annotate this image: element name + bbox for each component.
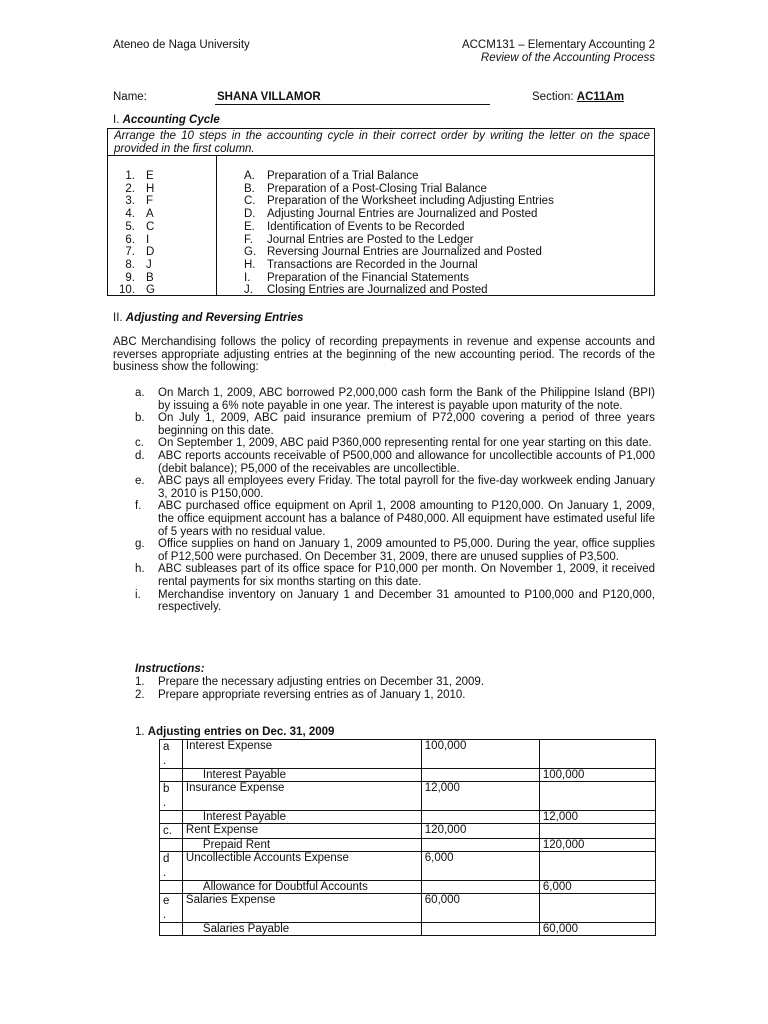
transaction-text: On March 1, 2009, ABC borrowed P2,000,000 cash form the Bank of the Philippine Island (BPI) by issuing a 6% note payable in one year. The interest is payable upon maturity of the note. <box>158 387 655 412</box>
answer-letter: J <box>146 258 152 271</box>
credit-amount <box>539 782 655 811</box>
name-value: SHANA VILLAMOR <box>217 91 321 103</box>
step-letter: I. <box>244 271 251 284</box>
step-text: Transactions are Recorded in the Journal <box>267 258 478 271</box>
transaction-text: ABC reports accounts receivable of P500,000 and allowance for uncollectible accounts of P1,000 (debit balance); P5,000 of the receivables are uncollectible. <box>158 449 655 475</box>
transaction-label: b. <box>135 412 145 425</box>
part2-heading <box>113 312 303 324</box>
debit-amount: 60,000 <box>421 894 539 923</box>
entry-label-cell <box>160 824 183 839</box>
answer-number: 1. <box>125 170 135 182</box>
debit-amount: 100,000 <box>421 740 539 769</box>
credit-amount: 6,000 <box>539 881 655 894</box>
credit-amount: 12,000 <box>539 811 655 824</box>
transaction-label: f. <box>135 500 142 513</box>
credit-amount <box>539 852 655 881</box>
table-row <box>160 923 656 936</box>
step-row <box>244 208 554 221</box>
entry-label-cell <box>160 811 183 824</box>
step-letter: H. <box>244 258 256 271</box>
entry-label: e <box>163 895 170 907</box>
entry-label: b <box>163 783 170 795</box>
debit-amount <box>421 881 539 894</box>
debit-amount: 120,000 <box>421 824 539 839</box>
step-letter: G. <box>244 246 257 259</box>
box-divider-horizontal <box>108 155 654 156</box>
table-row <box>160 769 656 782</box>
transaction-item <box>135 387 655 412</box>
credit-amount: 60,000 <box>539 923 655 936</box>
answer-number: 5. <box>125 220 135 233</box>
debit-account: Interest Expense <box>182 740 421 769</box>
debit-account: Insurance Expense <box>182 782 421 811</box>
answer-letter: A <box>146 208 154 221</box>
transaction-text: On September 1, 2009, ABC paid P360,000 representing rental for one year starting on this date. <box>158 437 652 450</box>
part1-heading <box>113 114 220 126</box>
debit-amount: 6,000 <box>421 852 539 881</box>
step-text: Preparation of the Worksheet including Adjusting Entries <box>267 195 554 208</box>
answer-number: 7. <box>125 246 135 259</box>
debit-account: Rent Expense <box>182 824 421 839</box>
transaction-label: g. <box>135 538 145 551</box>
part1-numeral: I. <box>113 114 120 126</box>
transaction-text: ABC purchased office equipment on April 1, 2008 amounting to P120,000. On January 1, 2009, the office equipment account has a balance of P480,000. All equipment have estimated useful life of 5 years with no residual value. <box>158 500 655 538</box>
transaction-text: Office supplies on hand on January 1, 2009 amounted to P5,000. During the year, office supplies of P12,500 were purchased. On December 31, 2009, there are unused supplies of P3,500. <box>158 538 655 563</box>
debit-amount <box>421 769 539 782</box>
table-row <box>160 894 656 923</box>
section-label: Section: <box>532 91 574 103</box>
step-row <box>244 234 554 247</box>
step-text: Preparation of a Post-Closing Trial Balance <box>267 182 487 195</box>
step-text: Reversing Journal Entries are Journalized and Posted <box>267 246 542 259</box>
table-row <box>160 740 656 769</box>
transaction-item <box>135 538 655 563</box>
entry-label-cell <box>160 839 183 852</box>
step-text: Preparation of a Trial Balance <box>267 170 419 182</box>
entry-label-dot: . <box>163 797 167 809</box>
answer-letter: F <box>146 195 154 208</box>
instructions-list <box>135 676 484 701</box>
section-row <box>532 91 624 103</box>
entry-label: a <box>163 741 170 753</box>
university-name: Ateneo de Naga University <box>113 39 250 51</box>
credit-amount <box>539 824 655 839</box>
name-row <box>113 91 321 103</box>
instruction-item <box>135 676 484 689</box>
answer-number: 9. <box>125 271 135 284</box>
credit-account: Salaries Payable <box>182 923 421 936</box>
answer-row <box>114 234 155 247</box>
credit-account: Interest Payable <box>182 769 421 782</box>
debit-account: Salaries Expense <box>182 894 421 923</box>
adjusting-title <box>135 726 334 738</box>
answer-letter: G <box>146 284 155 297</box>
step-row <box>244 170 554 183</box>
answer-number: 2. <box>125 182 135 195</box>
answer-row <box>114 272 155 285</box>
adjusting-title-text: Adjusting entries on Dec. 31, 2009 <box>147 726 335 738</box>
step-row <box>244 195 554 208</box>
instructions-title: Instructions: <box>135 663 205 675</box>
step-row <box>244 272 554 285</box>
part1-instruction: Arrange the 10 steps in the accounting cycle in their correct order by writing the letter on the space provided in the first column. <box>114 130 650 155</box>
entry-label-dot: . <box>163 755 167 767</box>
credit-account: Prepaid Rent <box>182 839 421 852</box>
instruction-number: 2. <box>135 688 145 701</box>
step-letter: C. <box>244 195 256 208</box>
answer-number: 3. <box>125 195 135 208</box>
entry-label: d <box>163 853 170 865</box>
answer-row <box>114 208 155 221</box>
transaction-label: c. <box>135 437 144 450</box>
answer-letter: B <box>146 271 154 284</box>
entry-label-dot: . <box>163 909 167 921</box>
transaction-text: ABC pays all employees every Friday. The total payroll for the five-day workweek ending January 3, 2010 is P150,000. <box>158 475 655 500</box>
part2-numeral: II. <box>113 312 123 324</box>
answer-row <box>114 183 155 196</box>
entry-label-cell <box>160 782 183 811</box>
entry-label-dot: . <box>163 867 167 879</box>
table-row <box>160 852 656 881</box>
name-label: Name: <box>113 91 147 103</box>
part1-title: Accounting Cycle <box>122 114 220 126</box>
step-letter: F. <box>244 233 253 246</box>
credit-amount: 100,000 <box>539 769 655 782</box>
debit-amount <box>421 923 539 936</box>
part2-title: Adjusting and Reversing Entries <box>125 312 304 324</box>
step-text: Journal Entries are Posted to the Ledger <box>267 233 474 246</box>
adjusting-entries-table <box>159 739 656 936</box>
transaction-text: Merchandise inventory on January 1 and December 31 amounted to P100,000 and P120,000, respectively. <box>158 588 655 614</box>
step-text: Adjusting Journal Entries are Journalized and Posted <box>267 208 538 221</box>
step-letter: A. <box>244 170 255 182</box>
instruction-text: Prepare appropriate reversing entries as of January 1, 2010. <box>158 688 466 701</box>
answer-number: 6. <box>125 233 135 246</box>
step-row <box>244 221 554 234</box>
credit-account: Interest Payable <box>182 811 421 824</box>
step-row <box>244 259 554 272</box>
credit-amount <box>539 894 655 923</box>
adjusting-title-num: 1. <box>135 726 145 738</box>
transaction-label: d. <box>135 449 145 462</box>
steps-column <box>244 170 554 297</box>
answer-letter: E <box>146 170 154 182</box>
course-subtitle: Review of the Accounting Process <box>480 52 655 64</box>
answer-row <box>114 259 155 272</box>
answer-number: 8. <box>125 258 135 271</box>
step-letter: J. <box>244 284 253 297</box>
entry-label-cell <box>160 894 183 923</box>
transaction-item <box>135 437 655 450</box>
answer-row <box>114 195 155 208</box>
step-text: Closing Entries are Journalized and Posted <box>267 284 488 297</box>
step-row <box>244 284 554 297</box>
step-row <box>244 246 554 259</box>
step-letter: B. <box>244 182 255 195</box>
credit-amount: 120,000 <box>539 839 655 852</box>
credit-amount <box>539 740 655 769</box>
answer-number: 4. <box>125 208 135 221</box>
step-text: Preparation of the Financial Statements <box>267 271 470 284</box>
instruction-number: 1. <box>135 676 145 688</box>
entry-label: c. <box>163 825 172 837</box>
transaction-label: a. <box>135 387 145 399</box>
entry-label-cell <box>160 923 183 936</box>
table-row <box>160 782 656 811</box>
entry-label-cell <box>160 769 183 782</box>
transaction-item <box>135 475 655 500</box>
table-row <box>160 824 656 839</box>
part2-intro: ABC Merchandising follows the policy of recording prepayments in revenue and expense accounts and reverses appropriate adjusting entries at the beginning of the new accounting period. The records of the business show the following: <box>113 336 655 374</box>
debit-amount <box>421 839 539 852</box>
accounting-cycle-box <box>107 128 655 296</box>
course-title: ACCM131 – Elementary Accounting 2 <box>461 39 655 51</box>
transaction-item <box>135 450 655 475</box>
entry-label-cell <box>160 881 183 894</box>
entry-label-cell <box>160 740 183 769</box>
entry-label-cell <box>160 852 183 881</box>
debit-amount: 12,000 <box>421 782 539 811</box>
answer-row <box>114 246 155 259</box>
step-row <box>244 183 554 196</box>
table-row <box>160 881 656 894</box>
instruction-item <box>135 689 484 702</box>
transaction-label: e. <box>135 475 145 488</box>
debit-amount <box>421 811 539 824</box>
transaction-text: ABC subleases part of its office space for P10,000 per month. On November 1, 2009, it received rental payments for six months starting on this date. <box>158 563 655 588</box>
answer-row <box>114 221 155 234</box>
transaction-label: i. <box>135 588 141 601</box>
debit-account: Uncollectible Accounts Expense <box>182 852 421 881</box>
step-letter: D. <box>244 208 256 221</box>
transaction-item <box>135 412 655 437</box>
transaction-text: On July 1, 2009, ABC paid insurance premium of P72,000 covering a period of three years beginning on this date. <box>158 412 655 437</box>
answer-row <box>114 284 155 297</box>
table-row <box>160 839 656 852</box>
course-header <box>443 39 655 65</box>
step-text: Identification of Events to be Recorded <box>267 220 465 233</box>
instruction-text: Prepare the necessary adjusting entries on December 31, 2009. <box>158 676 485 688</box>
transaction-item <box>135 500 655 538</box>
answer-row <box>114 170 155 183</box>
transaction-label: h. <box>135 563 145 576</box>
answer-letter: H <box>146 182 155 195</box>
transaction-item <box>135 589 655 614</box>
answer-letter: I <box>146 233 150 246</box>
transaction-item <box>135 563 655 588</box>
answer-column <box>114 170 155 297</box>
credit-account: Allowance for Doubtful Accounts <box>182 881 421 894</box>
section-value: AC11Am <box>576 91 625 103</box>
transaction-list <box>135 387 655 614</box>
answer-letter: C <box>146 220 155 233</box>
answer-number: 10. <box>119 284 135 297</box>
table-row <box>160 811 656 824</box>
name-field <box>215 91 490 105</box>
answer-letter: D <box>146 246 155 259</box>
box-divider-vertical <box>216 155 217 295</box>
step-letter: E. <box>244 220 255 233</box>
